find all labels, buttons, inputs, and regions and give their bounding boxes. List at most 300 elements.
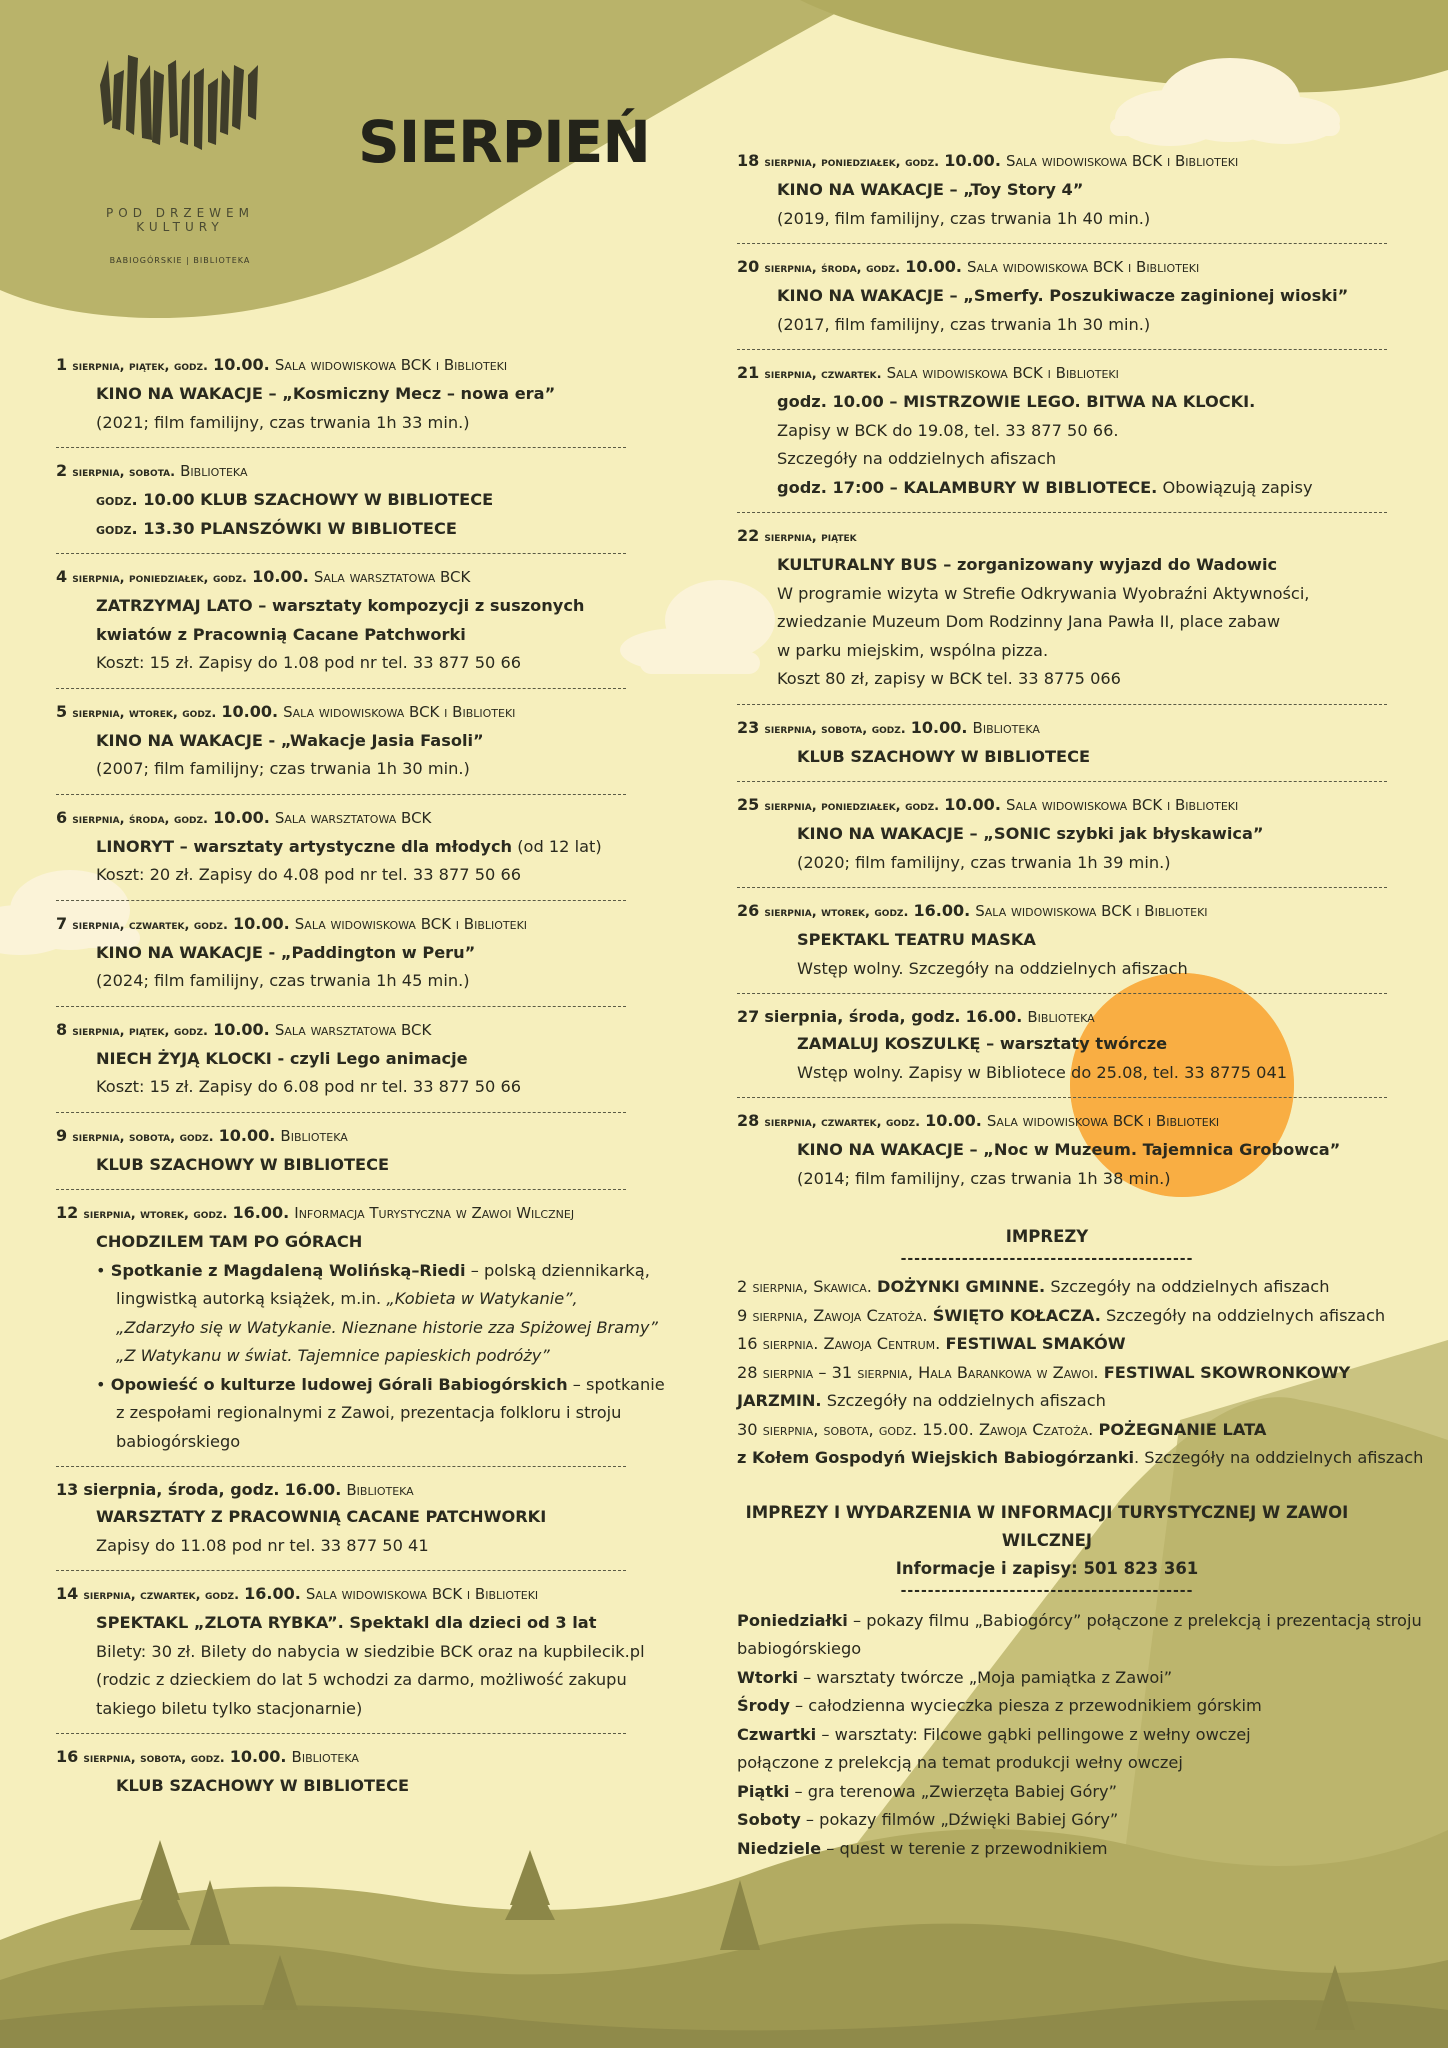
event-day: 23 [737, 717, 760, 737]
event-item [56, 1194, 665, 1460]
event-day: 20 [737, 257, 760, 276]
line-text: Koszt: 20 zł. Zapisy do 4.08 pod nr tel. 33 877 50 66 [96, 865, 522, 884]
line-text: zwiedzanie Muzeum Dom Rodzinny Jana Pawła II, place zabaw [777, 612, 1281, 631]
separator [56, 688, 626, 689]
separator [737, 781, 1387, 782]
line-text: Koszt: 15 zł. Zapisy do 1.08 pod nr tel. 33 877 50 66 [96, 653, 522, 672]
separator [56, 900, 626, 901]
event-day: 2 [56, 461, 68, 480]
separator [56, 794, 626, 795]
event-line [737, 1030, 1387, 1059]
line-text: KLUB SZACHOWY W BIBLIOTECE [797, 746, 1091, 766]
logo [60, 50, 300, 265]
weekday: Środy [737, 1696, 790, 1715]
separator [737, 243, 1387, 244]
separator [56, 1189, 626, 1190]
event-line [56, 1772, 626, 1801]
event-day: 8 [56, 1019, 68, 1039]
event-line [56, 861, 626, 890]
event-day: 9 [56, 1125, 68, 1145]
event-header [737, 1108, 1387, 1136]
event-place: Sala widowiskowa BCK i Biblioteki [886, 364, 1119, 382]
event-place: Biblioteka [1027, 1008, 1095, 1026]
event-date: sierpnia, sobota, godz. [83, 1751, 225, 1766]
event-time: 10.00. [944, 795, 1001, 814]
event-place: Biblioteka [346, 1481, 414, 1499]
event-item [56, 1117, 626, 1184]
weekly-item [737, 1835, 1387, 1864]
line-text: ZATRZYMAJ LATO – warsztaty kompozycji z suszonych [96, 596, 585, 615]
weekly-item [737, 1607, 1422, 1636]
event-day: 1 [56, 355, 68, 374]
event-line [737, 1136, 1387, 1165]
event-place: Sala widowiskowa BCK i Biblioteki [294, 914, 528, 933]
imprezy-item [737, 1387, 1387, 1416]
event-item [56, 693, 626, 788]
weekly-item [737, 1806, 1387, 1835]
event-header [56, 911, 626, 939]
event-line [737, 820, 1387, 849]
event-line [56, 1695, 626, 1724]
event-line [737, 608, 1387, 637]
line-text: 13.30 PLANSZÓWKI W BIBLIOTECE [137, 518, 457, 538]
event-time: 10.00. [229, 1747, 287, 1766]
event-line [56, 1285, 626, 1314]
imprezy-text: . Szczegóły na oddzielnych afiszach [1134, 1448, 1424, 1467]
event-place: Sala widowiskowa BCK i Biblioteki [305, 1585, 539, 1603]
event-item [56, 799, 626, 894]
event-item [737, 892, 1387, 987]
line-text: z zespołami regionalnymi z Zawoi, prezentacja folkloru i stroju [116, 1403, 622, 1422]
event-item [737, 248, 1387, 343]
event-line [737, 474, 1387, 503]
event-place: Informacja Turystyczna w Zawoi Wilcznej [294, 1204, 575, 1222]
weekly-list [737, 1607, 1422, 1864]
event-header [737, 898, 1387, 926]
event-day: 21 [737, 363, 760, 382]
event-day: 5 [56, 701, 68, 721]
line-text: babiogórskiego [116, 1431, 241, 1451]
weekly-item [737, 1778, 1387, 1807]
event-item [56, 346, 626, 441]
line-text: KINO NA WAKACJE – „Toy Story 4” [777, 180, 1084, 199]
imprezy-item [737, 1416, 1387, 1445]
line-text: lingwistką autorką książek, m.in. [116, 1289, 387, 1308]
line-text: (rodzic z dzieckiem do lat 5 wchodzi za darmo, możliwość zakupu [96, 1670, 627, 1689]
event-day: 22 [737, 526, 760, 545]
line-text: (2021; film familijny, czas trwania 1h 33 min.) [96, 412, 470, 432]
imprezy-name: FESTIWAL SMAKÓW [945, 1334, 1126, 1353]
separator [56, 447, 626, 448]
separator [56, 1570, 626, 1571]
event-item [56, 452, 626, 547]
event-line [737, 176, 1387, 205]
logo-text: POD DRZEWEM KULTURY [106, 206, 254, 234]
imprezy-list [737, 1273, 1424, 1473]
separator [56, 1006, 626, 1007]
event-time: 10.00. [233, 913, 290, 933]
event-line [56, 1399, 626, 1428]
line-text: KINO NA WAKACJE - „Paddington w Peru” [96, 942, 476, 962]
event-line [56, 1428, 626, 1457]
event-date: sierpnia, sobota. [72, 465, 176, 480]
event-day: 18 [737, 151, 760, 170]
event-place: Sala widowiskowa BCK i Biblioteki [274, 356, 508, 374]
event-day: 7 [56, 913, 68, 933]
event-date: sierpnia, poniedziałek, godz. [764, 799, 940, 814]
event-item [737, 709, 1387, 776]
line-text: kwiatów z Pracownią Cacane Patchworki [96, 624, 466, 644]
line-text: CHODZILEM TAM PO GÓRACH [96, 1232, 363, 1251]
event-line [737, 637, 1387, 666]
event-line [56, 592, 626, 621]
imprezy-date: sierpnia, sobota, godz. 15.00. Zawoja Czatoża. [757, 1419, 1099, 1439]
right-column [737, 142, 1424, 1863]
event-line [56, 649, 626, 678]
event-header [737, 715, 1387, 743]
event-date: sierpnia, środa, godz. [72, 811, 208, 827]
imprezy-item [737, 1444, 1424, 1473]
separator [737, 349, 1387, 350]
event-date: sierpnia, poniedziałek, godz. [764, 155, 940, 170]
separator [737, 512, 1387, 513]
weekly-text: – warsztaty twórcze „Moja pamiątka z Zawoi” [798, 1667, 1173, 1687]
imprezy-dashes: ------------------------------------------- [900, 1251, 1194, 1267]
event-line [56, 833, 626, 862]
event-header [56, 1581, 626, 1609]
imprezy-item [737, 1330, 1387, 1359]
imprezy-name: ŚWIĘTO KOŁACZA. [932, 1305, 1101, 1325]
event-line [56, 409, 626, 438]
event-day: 16 [56, 1747, 79, 1766]
weekday: Niedziele [737, 1838, 822, 1858]
bullet: • [96, 1260, 111, 1280]
event-day: 12 [56, 1203, 79, 1222]
event-day: 27 [737, 1007, 760, 1026]
event-date: sierpnia, sobota, godz. [72, 1129, 214, 1145]
line-text: W programie wizyta w Strefie Odkrywania Wyobraźni Aktywności, [777, 583, 1310, 603]
line-text: SPEKTAKL TEATRU MASKA [797, 930, 1036, 949]
event-item [737, 998, 1387, 1091]
event-header [737, 148, 1387, 176]
event-item [56, 1471, 626, 1564]
weekly-text: – pokazy filmów „Dźwięki Babiej Góry” [800, 1810, 1119, 1829]
event-date: sierpnia, piątek [764, 530, 857, 545]
line-text: ZAMALUJ KOSZULKĘ – warsztaty twórcze [797, 1034, 1168, 1053]
separator [737, 1097, 1387, 1098]
event-header [56, 1477, 626, 1503]
line-italic: „Z Watykanu w świat. Tajemnice papieskich podróży” [116, 1346, 550, 1365]
event-line [56, 1503, 626, 1532]
line-text: (2017, film familijny, czas trwania 1h 30 min.) [777, 314, 1151, 334]
event-header [56, 1017, 626, 1045]
line-text: w parku miejskim, wspólna pizza. [777, 640, 1049, 660]
event-time: 16.00. [965, 1007, 1023, 1026]
event-line [737, 849, 1387, 878]
event-line [56, 755, 626, 784]
line-text: (2019, film familijny, czas trwania 1h 40 min.) [777, 208, 1151, 228]
line-italic: „Zdarzyło się w Watykanie. Nieznane historie zza Spiżowej Bramy” [116, 1317, 658, 1337]
line-text: (2020; film familijny, czas trwania 1h 39 min.) [797, 852, 1171, 872]
imprezy-text: Szczegóły na oddzielnych afiszach [821, 1391, 1106, 1410]
event-date: sierpnia, sobota, godz. [764, 721, 906, 737]
bullet-title: Spotkanie z Magdaleną Wolińską–Riedi [110, 1260, 466, 1280]
imprezy-name: POŻEGNANIE LATA [1098, 1419, 1267, 1439]
event-place: Sala widowiskowa BCK i Biblioteki [975, 902, 1208, 920]
event-line [56, 621, 626, 650]
line-text: KINO NA WAKACJE – „Noc w Muzeum. Tajemnica Grobowca” [797, 1140, 1341, 1159]
event-line [56, 1371, 665, 1400]
event-header [56, 1200, 626, 1228]
line-text: Wstęp wolny. Szczegóły na oddzielnych afiszach [797, 958, 1188, 978]
line-text: 10.00 KLUB SZACHOWY W BIBLIOTECE [137, 490, 494, 509]
event-line [737, 1165, 1387, 1194]
imprezy-name: JARZMIN. [737, 1391, 822, 1410]
event-date: sierpnia, wtorek, godz. [72, 705, 217, 721]
imprezy-day: 2 [737, 1277, 748, 1296]
event-line [56, 1638, 645, 1667]
line-text: KINO NA WAKACJE – „Kosmiczny Mecz – nowa era” [96, 384, 556, 403]
event-line [56, 380, 626, 409]
line-text: Wstęp wolny. Zapisy w Bibliotece do 25.08, tel. 33 8775 041 [797, 1062, 1288, 1082]
event-line [56, 1666, 626, 1695]
imprezy-day: 30 [737, 1419, 758, 1439]
line-text: (2014; film familijny, czas trwania 1h 38 min.) [797, 1168, 1171, 1188]
imprezy-day: 16 [737, 1334, 758, 1353]
line-text: Koszt 80 zł, zapisy w BCK tel. 33 8775 066 [777, 669, 1121, 688]
event-date: sierpnia, piątek, godz. [72, 1023, 208, 1039]
line-text: KLUB SZACHOWY W BIBLIOTECE [96, 1154, 390, 1174]
event-time: 10.00. [213, 807, 270, 827]
event-line [737, 282, 1387, 311]
event-time: 10.00. [218, 1125, 276, 1145]
line-text: NIECH ŻYJĄ KLOCKI - czyli Lego animacje [96, 1048, 468, 1068]
line-text: KINO NA WAKACJE - „Wakacje Jasia Fasoli” [96, 730, 484, 750]
weekly-text: babiogórskiego [737, 1639, 862, 1658]
line-text: Bilety: 30 zł. Bilety do nabycia w siedzibie BCK oraz na kupbilecik.pl [96, 1641, 645, 1661]
event-line [56, 1532, 626, 1561]
event-line [737, 551, 1387, 580]
event-line [737, 445, 1387, 474]
event-line [56, 486, 626, 515]
event-day: 4 [56, 567, 68, 586]
event-place: Sala warsztatowa BCK [313, 568, 471, 586]
event-date: sierpnia, czwartek, godz. [72, 917, 228, 933]
event-item [737, 1102, 1387, 1197]
imprezy-item [737, 1359, 1387, 1388]
event-line [56, 1045, 626, 1074]
weekday: Poniedziałki [737, 1610, 848, 1630]
event-line [737, 1059, 1387, 1088]
event-time: 10.00. [910, 717, 968, 737]
separator [737, 704, 1387, 705]
line-text: Koszt: 15 zł. Zapisy do 6.08 pod nr tel. 33 877 50 66 [96, 1077, 522, 1096]
line-text: KINO NA WAKACJE – „SONIC szybki jak błyskawica” [797, 824, 1264, 843]
event-place: Sala widowiskowa BCK i Biblioteki [1005, 796, 1239, 814]
separator [737, 993, 1387, 994]
it-dashes: ------------------------------------------- [900, 1582, 1194, 1599]
left-column [56, 346, 665, 1805]
bullet: • [96, 1374, 111, 1394]
line-text: godz. 17:00 – KALAMBURY W BIBLIOTECE. [777, 477, 1158, 497]
time-prefix: godz. [96, 518, 138, 538]
logo-partners: BABIOGÓRSKIE | BIBLIOTEKA [109, 256, 251, 265]
event-place: Sala widowiskowa BCK i Biblioteki [967, 258, 1200, 276]
separator [737, 887, 1387, 888]
event-header [56, 352, 626, 380]
event-time: 10.00. [221, 701, 279, 721]
line-text: Szczegóły na oddzielnych afiszach [777, 449, 1057, 468]
event-line [737, 955, 1387, 984]
event-line [737, 311, 1387, 340]
event-line [56, 1151, 626, 1180]
event-line [737, 926, 1387, 955]
event-date: sierpnia, czwartek. [764, 367, 882, 382]
event-header [737, 523, 1387, 551]
separator [56, 553, 626, 554]
line-text: KINO NA WAKACJE – „Smerfy. Poszukiwacze zaginionej wioski” [777, 286, 1349, 305]
event-date: sierpnia, czwartek, godz. [764, 1115, 921, 1130]
imprezy-name: FESTIWAL SKOWRONKOWY [1103, 1362, 1351, 1382]
event-place: Sala warsztatowa BCK [274, 808, 432, 827]
event-line [56, 1342, 626, 1371]
imprezy-name: z Kołem Gospodyń Wiejskich Babiogórzanki [737, 1448, 1135, 1467]
line-text: (2024; film familijny, czas trwania 1h 45 min.) [96, 971, 470, 990]
it-title: IMPREZY I WYDARZENIA W INFORMACJI TURYSTYCZNEJ W ZAWOI WILCZNEJ [745, 1502, 1349, 1550]
line-text: – spotkanie [567, 1374, 665, 1394]
imprezy-name: DOŻYNKI GMINNE. [877, 1277, 1046, 1296]
line-text: KULTURALNY BUS – zorganizowany wyjazd do Wadowic [777, 555, 1278, 574]
event-time: 10.00. [252, 567, 309, 586]
event-line [737, 743, 1387, 772]
it-subtitle: Informacje i zapisy: 501 823 361 [895, 1558, 1199, 1578]
line-tail: (od 12 lat) [512, 836, 602, 856]
line-text: godz. 10.00 – MISTRZOWIE LEGO. BITWA NA KLOCKI. [777, 392, 1256, 411]
logo-marks-icon [90, 50, 270, 160]
event-item [737, 517, 1387, 698]
separator [56, 1466, 626, 1467]
separator [56, 1733, 626, 1734]
event-item [56, 1011, 626, 1106]
event-date: sierpnia, wtorek, godz. [83, 1207, 228, 1222]
event-place: Biblioteka [280, 1126, 348, 1145]
event-line [56, 1314, 658, 1343]
line-text: Zapisy w BCK do 19.08, tel. 33 877 50 66. [777, 420, 1119, 440]
weekly-item [737, 1635, 1387, 1664]
imprezy-title: IMPREZY [1005, 1227, 1089, 1246]
imprezy-date: sierpnia – 31 sierpnia, Hala Barankowa w Zawoi. [757, 1362, 1104, 1382]
page-title: SIERPIEŃ [358, 108, 650, 176]
event-time: 10.00. [925, 1111, 982, 1130]
event-header [737, 360, 1387, 388]
imprezy-date: sierpnia, Skawica. [747, 1277, 878, 1296]
event-header [737, 254, 1387, 282]
event-place: Sala warsztatowa BCK [274, 1020, 432, 1039]
time-prefix: godz. [96, 490, 138, 509]
event-place: Biblioteka [291, 1748, 359, 1766]
imprezy-date: sierpnia. Zawoja Centrum. [757, 1334, 946, 1353]
event-line [56, 1609, 626, 1638]
line-text: WARSZTATY Z PRACOWNIĄ CACANE PATCHWORKI [96, 1507, 547, 1526]
event-time: 10.00. [905, 257, 962, 276]
imprezy-day: 28 [737, 1362, 758, 1382]
event-item [737, 786, 1387, 881]
weekly-item [737, 1749, 1387, 1778]
event-day: 26 [737, 901, 760, 920]
event-item [56, 905, 626, 1000]
weekly-text: – quest w terenie z przewodnikiem [821, 1838, 1108, 1858]
event-place: Sala widowiskowa BCK i Biblioteki [986, 1112, 1220, 1130]
weekday: Wtorki [737, 1667, 799, 1687]
event-day: 25 [737, 795, 760, 814]
event-date: sierpnia, środa, godz. [764, 261, 901, 276]
bullet-title: Opowieść o kulturze ludowej Górali Babiogórskich [110, 1374, 568, 1394]
imprezy-item [737, 1302, 1387, 1331]
event-item [56, 558, 626, 682]
event-time: 16.00. [232, 1203, 290, 1222]
line-tail: Obowiązują zapisy [1157, 477, 1313, 497]
imprezy-date: sierpnia, Zawoja Czatoża. [747, 1305, 933, 1325]
event-line [737, 388, 1387, 417]
weekly-item [737, 1664, 1387, 1693]
event-time: 16.00. [244, 1584, 301, 1603]
weekly-text: połączone z prelekcją na temat produkcji wełny owczej [737, 1753, 1183, 1772]
event-item [56, 1738, 626, 1805]
event-line [56, 727, 626, 756]
event-header [56, 699, 626, 727]
weekly-text: – warsztaty: Filcowe gąbki pellingowe z wełny owczej [816, 1724, 1251, 1744]
weekly-text: – pokazy filmu „Babiogórcy” połączone z prelekcją i prezentacją stroju [847, 1610, 1422, 1630]
event-line [737, 205, 1387, 234]
imprezy-text: Szczegóły na oddzielnych afiszach [1045, 1277, 1330, 1296]
event-line [737, 417, 1387, 446]
event-place: Biblioteka [180, 462, 248, 480]
event-time: 16.00. [284, 1480, 342, 1499]
event-date: sierpnia, czwartek, godz. [83, 1588, 240, 1603]
event-place: Sala widowiskowa BCK i Biblioteki [283, 702, 516, 721]
event-line [56, 1228, 626, 1257]
weekday: Piątki [737, 1781, 790, 1801]
event-date: sierpnia, poniedziałek, godz. [72, 571, 247, 586]
event-line [56, 1073, 626, 1102]
event-time: 10.00. [213, 355, 270, 374]
line-text: Zapisy do 11.08 pod nr tel. 33 877 50 41 [96, 1535, 429, 1555]
event-place: Sala widowiskowa BCK i Biblioteki [1005, 152, 1239, 170]
event-day: 14 [56, 1584, 79, 1603]
imprezy-day: 9 [737, 1305, 748, 1325]
line-text: SPEKTAKL „ZLOTA RYBKA”. Spektakl dla dzieci od 3 lat [96, 1613, 597, 1632]
event-place: Biblioteka [972, 718, 1040, 737]
event-header [56, 1744, 626, 1772]
event-header [56, 805, 626, 833]
event-header [56, 564, 626, 592]
line-text: KLUB SZACHOWY W BIBLIOTECE [116, 1776, 410, 1795]
imprezy-item [737, 1273, 1387, 1302]
event-header [737, 1004, 1387, 1030]
event-line [737, 580, 1387, 609]
event-line [737, 665, 1387, 694]
event-day: 6 [56, 807, 68, 827]
line-text: LINORYT – warsztaty artystyczne dla młodych [96, 836, 513, 856]
event-line [56, 515, 626, 544]
event-time: 10.00. [213, 1019, 270, 1039]
line-text: (2007; film familijny; czas trwania 1h 30 min.) [96, 759, 470, 778]
event-item [737, 354, 1387, 506]
weekly-item [737, 1721, 1387, 1750]
weekly-text: – całodzienna wycieczka piesza z przewodnikiem górskim [789, 1696, 1262, 1715]
imprezy-text: Szczegóły na oddzielnych afiszach [1100, 1305, 1386, 1325]
event-line [56, 967, 626, 996]
